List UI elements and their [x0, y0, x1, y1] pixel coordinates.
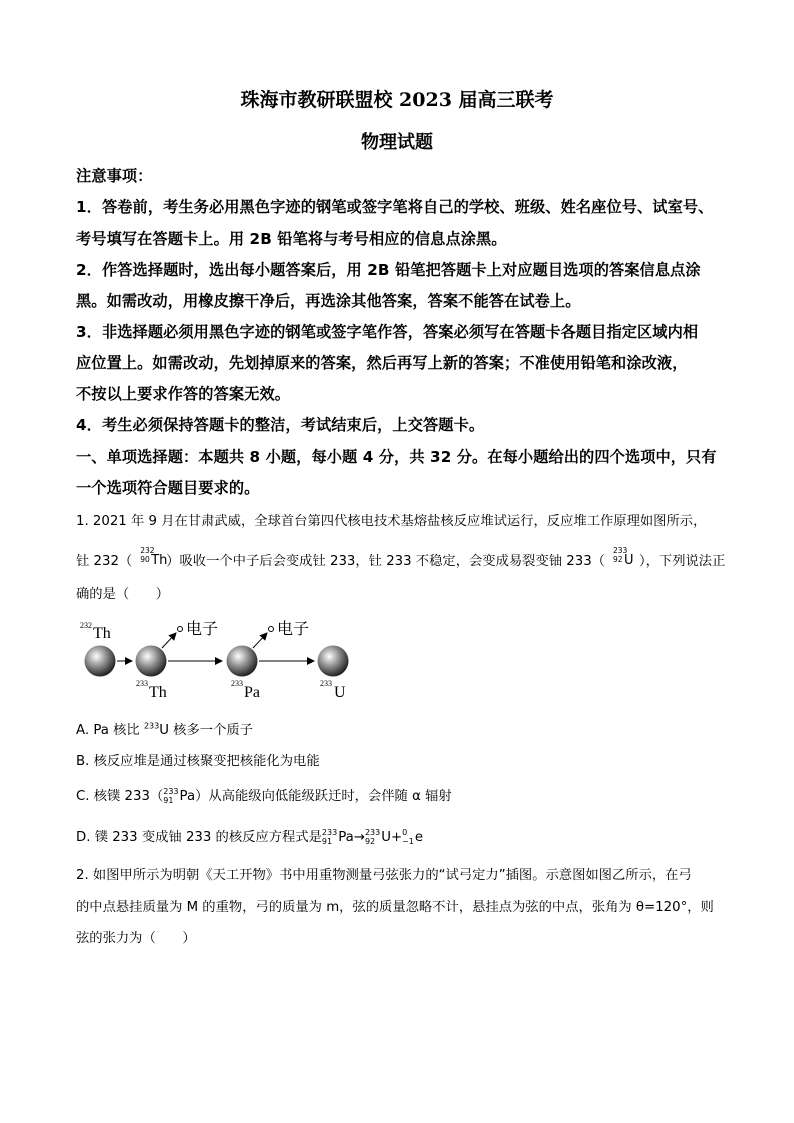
- th232-mass-label: 232: [80, 621, 92, 630]
- decay-diagram: [76, 612, 376, 704]
- notice-line-3: 2．作答选择题时，选出每小题答案后，用 2B 铅笔把答题卡上对应题目选项的答案信息点涂: [76, 261, 701, 279]
- th233-label: Th: [149, 684, 167, 701]
- q1-option-c: C. 核镤 233（233 91 Pa）从高能级向低能级跃迁时，会伴随 α 辐射: [76, 787, 452, 805]
- pa233-mass-label: 233: [231, 679, 243, 688]
- th232-nuclide: 232 90 Th: [140, 546, 168, 568]
- th233-mass-label: 233: [136, 679, 148, 688]
- notice-line-2: 考号填写在答题卡上。用 2B 铅笔将与考号相应的信息点涂黑。: [76, 230, 507, 248]
- notice-line-6: 应位置上。如需改动，先划掉原来的答案，然后再写上新的答案；不准使用铅笔和涂改液，: [76, 354, 688, 372]
- q1-text-c: ），下列说法正: [638, 554, 726, 569]
- q1-line-2: [76, 546, 736, 570]
- u233-mass-label: 233: [320, 679, 332, 688]
- q1-line-1: 1. 2021 年 9 月在甘肃武威，全球首台第四代核电技术基熔盐核反应堆试运行，反应堆工作原理如图所示，: [76, 514, 707, 529]
- notice-line-1: 1．答卷前，考生务必用黑色字迹的钢笔或签字笔将自己的学校、班级、姓名座位号、试室号、: [76, 198, 714, 216]
- page-title: 珠海市教研联盟校 2023 届高三联考: [240, 89, 554, 111]
- q1-option-d: D. 镤 233 变成铀 233 的核反应方程式是233 91 Pa→233 92 U+0 −1e: [76, 828, 424, 846]
- u233-label: U: [334, 684, 346, 701]
- electron-arrow-2: [253, 633, 267, 648]
- q1-text-a: 钍 232（: [76, 554, 133, 569]
- q1-option-a: A. Pa 核比 $^{233}$U 核多一个质子: [76, 721, 253, 738]
- page-subtitle: 物理试题: [361, 132, 433, 153]
- q2-line-2: 的中点悬挂质量为 M 的重物，弓的质量为 m，弦的质量忽略不计，悬挂点为弦的中点，张角为 θ=120°，则: [76, 900, 714, 915]
- q2-line-3: 弦的张力为（ ）: [76, 931, 196, 946]
- electron-label-2: 电子: [277, 619, 310, 638]
- q2-line-1: 2. 如图甲所示为明朝《天工开物》书中用重物测量弓弦张力的“试弓定力”插图。示意图如图乙所示，在弓: [76, 868, 692, 883]
- notice-heading: 注意事项：: [76, 167, 153, 185]
- electron-1: [178, 627, 183, 632]
- u233-nucleus: [318, 646, 349, 677]
- q1-text-b: ）吸收一个中子后会变成钍 233，钍 233 不稳定，会变成易裂变铀 233（: [166, 554, 605, 569]
- electron-arrow-1: [162, 633, 176, 648]
- notice-line-5: 3．非选择题必须用黑色字迹的钢笔或签字笔作答，答案必须写在答题卡各题目指定区域内相: [76, 323, 699, 341]
- th233-nucleus: [136, 646, 167, 677]
- section-heading-line-2: 一个选项符合题目要求的。: [76, 479, 260, 497]
- u233-nuclide: 233 92 U: [612, 546, 634, 568]
- q1-option-b: B. 核反应堆是通过核聚变把核能化为电能: [76, 754, 320, 769]
- notice-line-7: 不按以上要求作答的答案无效。: [76, 385, 291, 403]
- th232-label: Th: [93, 625, 111, 642]
- pa233-label: Pa: [244, 684, 260, 701]
- notice-line-8: 4．考生必须保持答题卡的整洁，考试结束后，上交答题卡。: [76, 416, 485, 434]
- electron-label-1: 电子: [186, 619, 219, 638]
- pa233-nucleus: [227, 646, 258, 677]
- q1-line-3: 确的是（ ）: [76, 587, 170, 602]
- notice-line-4: 黑。如需改动，用橡皮擦干净后，再选涂其他答案，答案不能答在试卷上。: [76, 292, 581, 310]
- electron-2: [269, 627, 274, 632]
- section-heading-line-1: 一、单项选择题：本题共 8 小题，每小题 4 分，共 32 分。在每小题给出的四个选项中，只有: [76, 448, 717, 466]
- th232-nucleus: [85, 646, 116, 677]
